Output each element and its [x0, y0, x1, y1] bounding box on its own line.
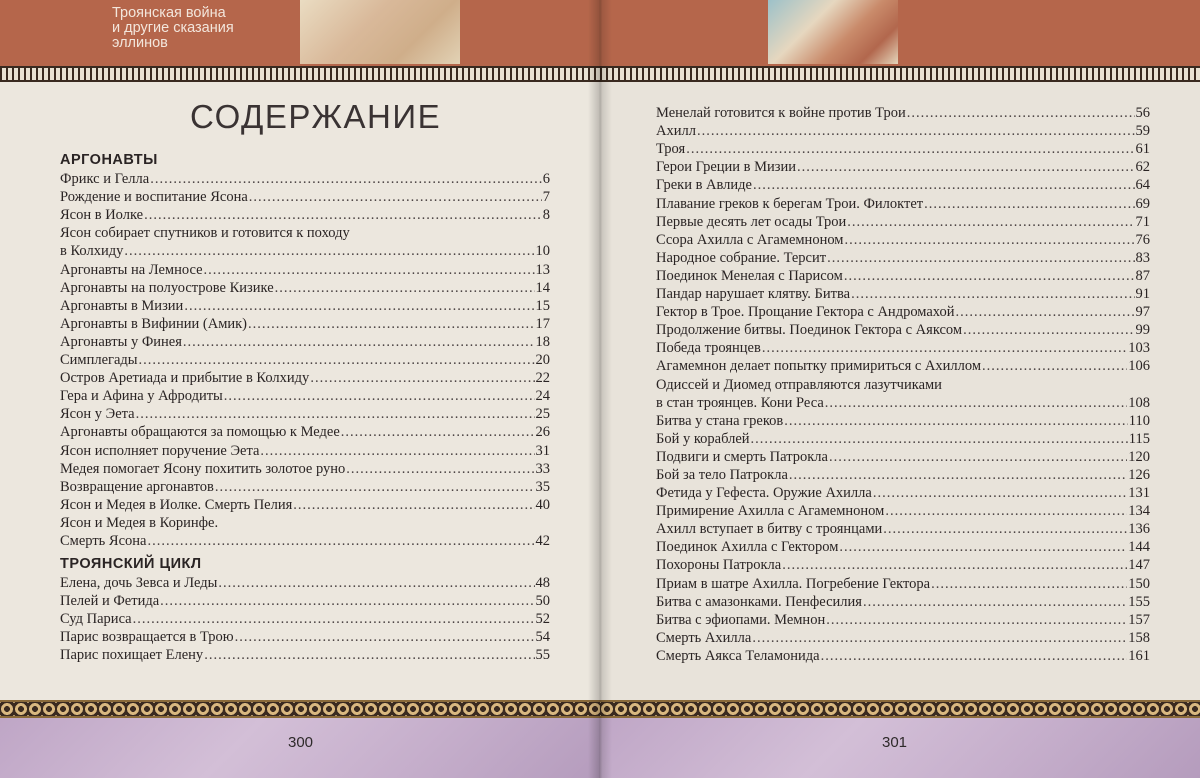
toc-entry-page: 115 — [1128, 430, 1150, 447]
toc-leader-dots — [697, 122, 1135, 140]
toc-entry-page: 42 — [535, 532, 550, 549]
toc-entry-page: 120 — [1128, 448, 1150, 465]
toc-entry — [656, 158, 1150, 176]
toc-leader-dots — [341, 423, 535, 441]
toc-entry — [60, 628, 550, 646]
toc-entry — [60, 188, 550, 206]
toc-entry-page: 10 — [535, 243, 550, 260]
toc-title: СОДЕРЖАНИЕ — [190, 98, 442, 135]
toc-entry-page: 106 — [1128, 358, 1150, 375]
toc-entry-title: Греки в Авлиде — [656, 177, 752, 194]
toc-entry — [60, 496, 550, 514]
toc-entry-page: 22 — [535, 370, 550, 387]
toc-entry — [656, 267, 1150, 285]
toc-leader-dots — [784, 412, 1128, 430]
toc-entry-title: Ясон у Эета — [60, 406, 135, 423]
toc-entry-page: 99 — [1135, 322, 1150, 339]
toc-leader-dots — [183, 333, 535, 351]
toc-entry-title: Аргонавты в Мизии — [60, 297, 184, 314]
toc-entry-title: Народное собрание. Терсит — [656, 249, 827, 266]
toc-entry-page: 87 — [1135, 267, 1150, 284]
toc-entry-page: 131 — [1128, 485, 1150, 502]
toc-entry-page: 6 — [542, 171, 550, 188]
toc-entry-title: Приам в шатре Ахилла. Погребение Гектора — [656, 575, 931, 592]
toc-leader-dots — [204, 646, 534, 664]
toc-entry-page: 50 — [535, 593, 550, 610]
toc-right — [656, 104, 1150, 665]
toc-entry-title: Похороны Патрокла — [656, 557, 782, 574]
fresco-illustration — [300, 0, 460, 64]
toc-leader-dots — [863, 593, 1127, 611]
toc-entry-page: 158 — [1128, 629, 1150, 646]
toc-entry-page: 48 — [535, 575, 550, 592]
toc-entry-title: Рождение и воспитание Ясона — [60, 189, 248, 206]
toc-entry — [656, 176, 1150, 194]
toc-entry-page: 69 — [1135, 195, 1150, 212]
toc-leader-dots — [847, 213, 1134, 231]
toc-entry — [656, 303, 1150, 321]
toc-entry-title: Ахилл — [656, 123, 696, 140]
toc-leader-dots — [825, 394, 1127, 412]
toc-entry — [60, 297, 550, 315]
toc-entry-title: Фрикс и Гелла — [60, 171, 150, 188]
toc-entry-title: Бой за тело Патрокла — [656, 466, 788, 483]
toc-entry-page: 25 — [535, 406, 550, 423]
toc-entry-title: Первые десять лет осады Трои — [656, 213, 847, 230]
toc-leader-dots — [844, 231, 1134, 249]
book-title — [112, 6, 292, 51]
toc-entry-title: Подвиги и смерть Патрокла — [656, 448, 828, 465]
toc-entry — [656, 194, 1150, 212]
toc-entry-page: 71 — [1135, 213, 1150, 230]
toc-entry — [60, 460, 550, 478]
toc-leader-dots — [829, 448, 1127, 466]
toc-leader-dots — [184, 297, 534, 315]
toc-entry-page: 17 — [535, 315, 550, 332]
toc-leader-dots — [839, 538, 1127, 556]
toc-entry — [656, 647, 1150, 665]
toc-entry-title: Фетида у Гефеста. Оружие Ахилла — [656, 485, 872, 502]
toc-leader-dots — [248, 315, 534, 333]
toc-entry-title: Продолжение битвы. Поединок Гектора с Аяксом — [656, 322, 963, 339]
toc-entry — [656, 339, 1150, 357]
toc-entry — [656, 213, 1150, 231]
toc-leader-dots — [883, 520, 1127, 538]
toc-entry-title: Парис похищает Елену — [60, 647, 204, 664]
toc-leader-dots — [275, 279, 535, 297]
toc-entry-title: Ясон в Иолке — [60, 207, 144, 224]
toc-entry — [656, 484, 1150, 502]
toc-leader-dots — [346, 460, 534, 478]
toc-entry — [656, 574, 1150, 592]
toc-entry-page: 7 — [542, 189, 550, 206]
toc-entry-title: Битва с амазонками. Пенфесилия — [656, 593, 862, 610]
toc-entry — [656, 611, 1150, 629]
toc-leader-dots — [956, 303, 1135, 321]
toc-leader-dots — [124, 242, 534, 260]
toc-entry — [656, 140, 1150, 158]
toc-entry-title: Примирение Ахилла с Агамемноном — [656, 503, 885, 520]
toc-leader-dots — [885, 502, 1127, 520]
toc-entry-title: Бой у кораблей — [656, 430, 750, 447]
toc-entry-page: 56 — [1135, 105, 1150, 122]
toc-entry-page: 83 — [1135, 249, 1150, 266]
toc-leader-dots — [224, 387, 535, 405]
toc-leader-dots — [924, 195, 1134, 213]
toc-entry — [656, 249, 1150, 267]
toc-leader-dots — [797, 158, 1134, 176]
toc-entry-page: 20 — [535, 352, 550, 369]
toc-leader-dots — [144, 206, 542, 224]
toc-entry — [656, 448, 1150, 466]
toc-entry — [656, 466, 1150, 484]
toc-leader-dots — [249, 188, 542, 206]
header-band — [600, 0, 1200, 66]
toc-entry-page: 155 — [1128, 593, 1150, 610]
toc-entry-page: 64 — [1135, 177, 1150, 194]
toc-entry-page: 14 — [535, 279, 550, 296]
toc-entry-title: Суд Париса — [60, 611, 132, 628]
toc-entry-title: Ясон и Медея в Коринфе. — [60, 514, 219, 531]
toc-entry — [60, 279, 550, 297]
toc-entry-title: Смерть Аякса Теламонида — [656, 647, 820, 664]
toc-entry-title: Битва с эфиопами. Мемнон — [656, 611, 826, 628]
toc-entry-page: 61 — [1135, 141, 1150, 158]
toc-entry-title: Гера и Афина у Афродиты — [60, 388, 223, 405]
toc-entry — [656, 430, 1150, 448]
toc-leader-dots — [851, 285, 1134, 303]
toc-leader-dots — [963, 321, 1134, 339]
toc-leader-dots — [218, 574, 534, 592]
toc-entry-title: Битва у стана греков — [656, 412, 784, 429]
toc-entry — [60, 610, 550, 628]
toc-entry-page: 97 — [1135, 304, 1150, 321]
toc-entry — [60, 592, 550, 610]
ornament-border — [600, 700, 1200, 718]
toc-entry-title: Ясон исполняет поручение Эета — [60, 442, 260, 459]
page-number: 301 — [882, 734, 908, 751]
toc-entry-title: Менелай готовится к войне против Трои — [656, 105, 906, 122]
toc-leader-dots — [827, 249, 1134, 267]
toc-entry-title: Ссора Ахилла с Агамемноном — [656, 231, 844, 248]
toc-entry — [60, 369, 550, 387]
toc-entry-page: 134 — [1128, 503, 1150, 520]
meander-border — [0, 66, 600, 82]
toc-entry — [656, 538, 1150, 556]
toc-entry-page: 54 — [535, 629, 550, 646]
toc-entry — [60, 224, 550, 242]
toc-leader-dots — [204, 261, 535, 279]
toc-leader-dots — [821, 647, 1128, 665]
toc-entry-page: 35 — [535, 478, 550, 495]
toc-leader-dots — [686, 140, 1134, 158]
toc-entry-title: Аргонавты обращаются за помощью к Медее — [60, 424, 340, 441]
toc-entry-title: Смерть Ахилла — [656, 629, 752, 646]
toc-entry-title: Елена, дочь Зевса и Леды — [60, 575, 218, 592]
toc-entry — [60, 315, 550, 333]
toc-leader-dots — [782, 556, 1127, 574]
toc-entry — [60, 351, 550, 369]
toc-entry — [60, 646, 550, 664]
toc-entry-page: 15 — [535, 297, 550, 314]
toc-entry — [656, 502, 1150, 520]
toc-entry-page: 26 — [535, 424, 550, 441]
toc-entry-page: 59 — [1135, 123, 1150, 140]
toc-entry — [656, 357, 1150, 375]
toc-leader-dots — [136, 405, 535, 423]
toc-entry-title: Смерть Ясона — [60, 532, 147, 549]
toc-entry-page: 150 — [1128, 575, 1150, 592]
page-number: 300 — [288, 734, 314, 751]
toc-entry — [60, 478, 550, 496]
toc-leader-dots — [310, 369, 534, 387]
toc-entry-page: 136 — [1128, 521, 1150, 538]
book-title-line: эллинов — [112, 35, 168, 51]
ornament-border — [0, 700, 600, 718]
toc-leader-dots — [260, 442, 534, 460]
toc-leader-dots — [762, 339, 1127, 357]
toc-entry-page: 126 — [1128, 466, 1150, 483]
toc-entry-title: Аргонавты у Финея — [60, 333, 182, 350]
toc-entry — [60, 532, 550, 550]
toc-leader-dots — [844, 267, 1135, 285]
toc-entry-title: Герои Греции в Мизии — [656, 159, 797, 176]
toc-entry-page: 144 — [1128, 539, 1150, 556]
toc-entry — [656, 122, 1150, 140]
toc-leader-dots — [931, 575, 1127, 593]
toc-entry-page: 62 — [1135, 159, 1150, 176]
toc-leader-dots — [150, 170, 542, 188]
toc-entry — [60, 423, 550, 441]
toc-entry-title: Агамемнон делает попытку примириться с Ахиллом — [656, 358, 982, 375]
toc-entry-page: 24 — [535, 388, 550, 405]
toc-entry-title: Аргонавты в Вифинии (Амик) — [60, 315, 248, 332]
toc-entry-page: 91 — [1135, 286, 1150, 303]
fresco-illustration — [768, 0, 898, 64]
toc-entry — [60, 206, 550, 224]
book-title-line: и другие сказания — [112, 20, 234, 36]
toc-leader-dots — [751, 430, 1128, 448]
toc-entry-page: 103 — [1128, 340, 1150, 357]
toc-entry-title: Возвращение аргонавтов — [60, 478, 214, 495]
toc-entry-title: Пандар нарушает клятву. Битва — [656, 286, 851, 303]
toc-entry-title: Аргонавты на Лемносе — [60, 261, 203, 278]
toc-entry — [656, 375, 1150, 393]
toc-entry-title: Поединок Менелая с Парисом — [656, 267, 843, 284]
toc-entry — [656, 412, 1150, 430]
toc-entry-title: Ахилл вступает в битву с троянцами — [656, 521, 883, 538]
toc-entry — [656, 593, 1150, 611]
toc-entry-title: Одиссей и Диомед отправляются лазутчиками — [656, 376, 942, 393]
toc-leader-dots — [147, 532, 534, 550]
toc-entry-page: 31 — [535, 442, 550, 459]
toc-leader-dots — [752, 629, 1127, 647]
toc-entry-page: 33 — [535, 460, 550, 477]
toc-entry-title: Пелей и Фетида — [60, 593, 160, 610]
toc-leader-dots — [982, 357, 1127, 375]
toc-entry — [656, 285, 1150, 303]
toc-entry — [656, 556, 1150, 574]
toc-section-heading: АРГОНАВТЫ — [60, 152, 158, 168]
toc-leader-dots — [133, 610, 535, 628]
toc-entry-title: в стан троянцев. Кони Реса — [656, 394, 824, 411]
toc-entry — [656, 520, 1150, 538]
toc-entry — [656, 104, 1150, 122]
toc-entry — [60, 441, 550, 459]
toc-leader-dots — [139, 351, 535, 369]
toc-entry-page: 161 — [1128, 647, 1150, 664]
book-gutter — [588, 0, 612, 778]
toc-leader-dots — [907, 104, 1135, 122]
toc-leader-dots — [293, 496, 534, 514]
toc-entry-title: Плавание греков к берегам Трои. Филоктет — [656, 195, 924, 212]
toc-entry — [60, 405, 550, 423]
toc-leader-dots — [215, 478, 535, 496]
toc-entry-page: 13 — [535, 261, 550, 278]
toc-entry-page: 55 — [535, 647, 550, 664]
toc-entry — [60, 333, 550, 351]
toc-entry-title: Ясон и Медея в Иолке. Смерть Пелия — [60, 496, 293, 513]
toc-left — [60, 150, 550, 664]
toc-leader-dots — [873, 484, 1127, 502]
toc-entry — [60, 574, 550, 592]
meander-border — [600, 66, 1200, 82]
toc-entry — [656, 394, 1150, 412]
toc-leader-dots — [789, 466, 1127, 484]
toc-entry — [60, 170, 550, 188]
toc-entry-page: 52 — [535, 611, 550, 628]
toc-entry — [60, 514, 550, 532]
toc-entry-title: Ясон собирает спутников и готовится к походу — [60, 225, 350, 242]
toc-entry — [60, 260, 550, 278]
toc-entry — [656, 231, 1150, 249]
toc-entry-page: 147 — [1128, 557, 1150, 574]
toc-leader-dots — [235, 628, 535, 646]
toc-leader-dots — [753, 176, 1135, 194]
toc-entry-page: 8 — [542, 207, 550, 224]
toc-entry-page: 76 — [1135, 231, 1150, 248]
toc-entry-title: в Колхиду — [60, 243, 124, 260]
toc-section-heading: ТРОЯНСКИЙ ЦИКЛ — [60, 555, 202, 572]
toc-entry-page: 108 — [1128, 394, 1150, 411]
toc-entry-title: Аргонавты на полуострове Кизике — [60, 279, 274, 296]
toc-entry-title: Медея помогает Ясону похитить золотое руно — [60, 460, 346, 477]
toc-entry-title: Троя — [656, 141, 686, 158]
right-page — [600, 0, 1200, 778]
toc-entry — [60, 242, 550, 260]
toc-entry-title: Остров Аретиада и прибытие в Колхиду — [60, 370, 310, 387]
toc-entry-page: 110 — [1128, 412, 1150, 429]
toc-entry-title: Симплегады — [60, 352, 138, 369]
toc-entry-page: 157 — [1128, 611, 1150, 628]
toc-entry-title: Парис возвращается в Трою — [60, 629, 234, 646]
toc-entry-page: 40 — [535, 496, 550, 513]
toc-entry-title: Гектор в Трое. Прощание Гектора с Андромахой — [656, 304, 955, 321]
toc-entry-title: Поединок Ахилла с Гектором — [656, 539, 839, 556]
toc-entry — [656, 321, 1150, 339]
toc-leader-dots — [826, 611, 1127, 629]
toc-entry-title: Победа троянцев — [656, 340, 761, 357]
toc-entry — [60, 387, 550, 405]
book-title-line: Троянская война — [112, 5, 226, 21]
toc-entry — [656, 629, 1150, 647]
toc-leader-dots — [160, 592, 534, 610]
toc-entry-page: 18 — [535, 333, 550, 350]
